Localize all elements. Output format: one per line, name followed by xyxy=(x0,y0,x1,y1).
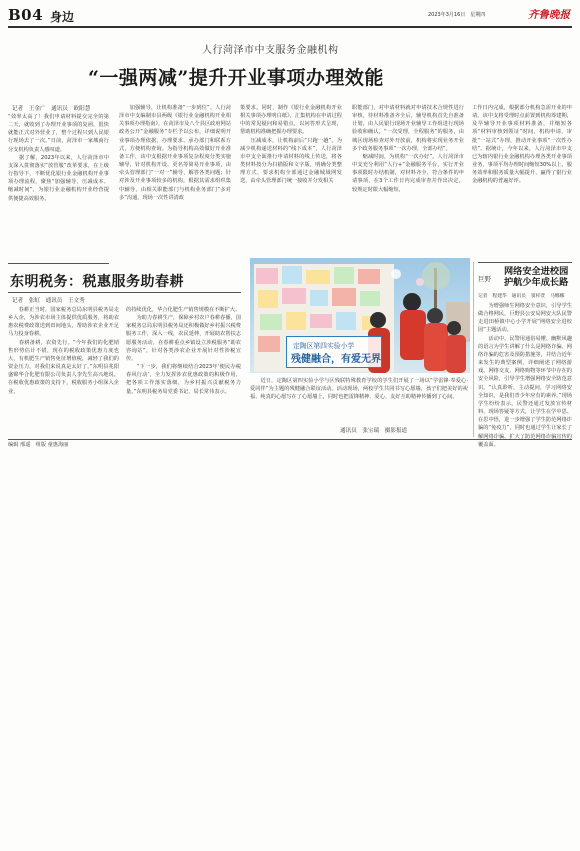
right-story-divider xyxy=(473,262,474,437)
photo-caption-box xyxy=(286,336,382,368)
right-story-tag: 巨野 xyxy=(478,275,491,283)
header-rule xyxy=(8,26,572,28)
right-story-headline: 网络安全进校园 护航少年成长路 xyxy=(504,266,569,288)
event-photo xyxy=(250,258,470,373)
page-code: B04 xyxy=(8,6,44,24)
main-kicker: 人行菏泽市中支服务金融机构 xyxy=(202,45,339,56)
tax-column-1: 春耕正当时，国家税务总局东明县税务局走乡入企，为涉农市场主体提供优质服务，将助农惠农税费政策送到田间地头，帮助涉农企业开足马力投身春耕。 春耕备耕，农资先行。“今年我们的化肥销售形势估计不错，现在的税收政策优惠力度也大，有机肥生产销售免征增值税，减轻了我们的资金压力，对我们来说真是太好了。”东明县兆阳盛锦华合化肥有限公司负责人李先生高兴地说。在税收优惠政策的支持下，税收服务小组深入企业， xyxy=(8,307,119,395)
issue-date: 2023年3月16日 星期四 xyxy=(428,12,486,18)
photo-caption-main: 残健融合，有爱无界 xyxy=(291,354,381,365)
photo-caption-top: 定陶区第四实验小学 xyxy=(293,342,355,350)
photo-description: 近日，定陶区第四实验小学与区残联特殊教育学校的学生们开展了一场以“学雷锋·奉爱心·爱同伴”为主题的残健融合联谊活动。活动现场，两校学生共同书写心愿墙，孩子们把美好的祝福、纯真的心愿写在了心愿墙上，同时也把雷锋精神、爱心、友好互助精神传播到了心间。 xyxy=(250,378,468,401)
main-column-1: “效率太高了！我们申请材料提交完全的第二天，就收到了办理开业事项的复函，很快就能正式对外营业了，整个过程只到人民银行现场去了一次。”日前，菏泽市一家城商行分支机构负责人感叹道。 据了解，2023年以来，人行菏泽市中支深入贯彻落实“放管服”改革要求，在上级行指导下，不断优化银行业金融机构开业事项办理流程，聚焦“加强辅导、压减成本、缩减时间”，为银行业金融机构开业经营提供便捷高效服务。 xyxy=(8,114,109,202)
right-story-body: 为增强师生网络安全意识，引导学生做合格网民，巨野县公安局网安大队民警走进田桥镇中心小学开展“网络安全进校园”主题活动。 活动中，民警用通俗易懂、幽默风趣的语言为学生讲解了什么是网络诈骗、网络诈骗的危害及预防措施等，并结合近年来发生的典型案例，详细阐述了网络游戏、网络交友、网络购物等环节中存在的安全风险，引导学生增强网络安全防范意识。“认真聆听，主动提问，学习网络安全知识，是我们青少年应有的素养。”现场学生纷纷表示。民警还通过发放宣传材料、现场答疑等方式，让学生在学中思、在思中悟，进一步增强了学生防范网络诈骗的“免疫力”，同时也通过学生让家长了解网络诈骗，扩大了防范网络诈骗宣传的覆盖面。 xyxy=(478,303,572,448)
section-name: 身边 xyxy=(50,10,75,24)
main-column-2: 加强辅导，让机构准备“一步到位”。人行菏泽市中支编制市县两级《银行业金融机构开业相关事项办理指南》，在菏泽市及八个县区政府网站政务公开“金融服务”专栏予以公布，详细说明开业事项办理依据、办理要求、承办部门和联系方式，方便机构查询。为指导机构高效做好开业准备工作，该中支根据开业事项复杂程度分类实施辅导，针对机构开设、更名等简易开业事项，由牵头管理部门“一对一”辅导，解答各类问题；针对涉及开业事项较多的机构，根据其需求组织集中辅导，由相关职能部门与机构业务部门“多对多”沟通，现场一次性讲清政 xyxy=(119,105,231,201)
tax-byline: 记者 张虹 通讯员 王文秀 xyxy=(12,298,85,304)
main-column-3: 策要求。同时，制作《银行业金融机构开业相关事项办理明白纸》，汇集机构在申请过程中的常见疑问和易错点，以问答形式呈现，帮助机构准确把握办理要求。 压减成本，让机构前后“只跑一趟”。为减少机构递送材料的“线下成本”，人行菏泽市中支全面推行申请材料的线上传送，将各类材料按分为扫描版和文字版，明确分类整理方式，要求机构全部通过金融城域网发送，由牵头管理部门统一接收并分发相关 xyxy=(240,105,342,185)
footer-rule xyxy=(8,439,572,440)
tax-story-top-rule xyxy=(8,263,109,264)
footer-editor-credits: 编辑 邢遥 组版 童惠海丽 xyxy=(8,442,69,448)
main-column-5: 工作日内完成，根据部分机构急需开业的申请，该中支将受理时点前置到机构筹建期，及早辅导开业事项材料准备，并缩短各项“材料审核到领证”时间，机构申请、审批“一站式”办理，推动开业事项“一次性办结”。据统计，今年以来，人行菏泽市中支已为辖内银行业金融机构办理各类开业事项业务，事项平均办理时间缩短30%以上，服务效率和服务质量大幅提升，赢得了银行业金融机构的普遍好评。 xyxy=(472,105,572,185)
main-byline: 记者 王金广 通讯员 欧阳慧 xyxy=(12,106,91,112)
tax-headline: 东明税务：税惠服务助春耕 xyxy=(10,274,184,290)
tax-column-2: 的持续优化，华合化肥生产销售规模在不断扩大。 为助力春耕生产，保障乡村农户春耕春播，国家税务总局东明县税务局还积极做好乡村振兴税费服务工作，深入一线，农民延伸，开展助农帮扶志愿服务活动，在春耕重点乡镇设立涉税服务“助农咨询站”，针对各类涉农企业开展针对性涉税宣传。 “下一步，我们将继续结合2023年‘便民办税春风行动’，全力发挥涉农优惠政策的积极作用，把各项工作落实落细，为乡村振兴贡献税务力量。”东明县税务局党委书记、局长常伟表示。 xyxy=(126,307,241,395)
right-story-byline: 记者 程建华 通讯员 窦梓萱 马娜娜 xyxy=(478,294,565,299)
newspaper-brand-logo: 齐鲁晚报 xyxy=(528,9,570,21)
photo-credit: 通讯员 张宝瑞 摄影报道 xyxy=(340,428,408,434)
main-headline: “一强两减”提升开业事项办理效能 xyxy=(88,67,384,89)
right-story-top-rule xyxy=(478,262,572,263)
tax-headline-rule xyxy=(8,292,241,293)
main-column-4: 职能部门，对申请材料就对申请技术合规性进行审核，待材料准备齐全后，辅导机构首先自准备计划，由人民银行现场开业辅导工作组进行现场验收和确认，“一次受理，全程服务”的服务，由城区现场检查对外开放前，机构将实现业务开业多个政务服务事项“一次办理，全部办结”。 缩减时间，为机构“一次办好”。人行菏泽市中支充分利用“人行+”金融服务平台，实行开业事项限时办结机制，对材料齐全、符合条件的申请事项，在3个工作日内完成审查并作出决定，较规定时限大幅缩短， xyxy=(352,105,464,193)
